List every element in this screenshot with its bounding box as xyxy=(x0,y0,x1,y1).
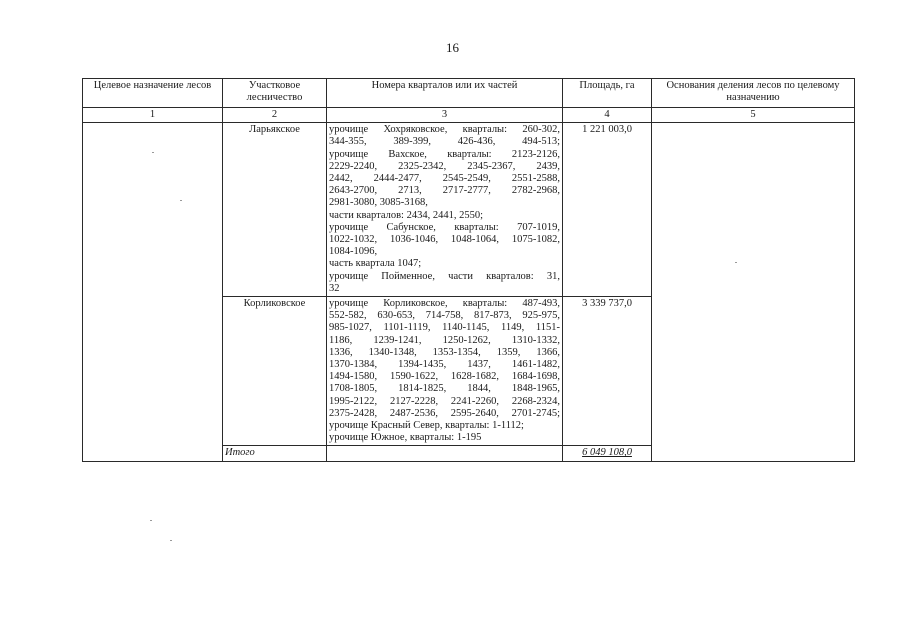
quarters-line: 1708-1805, 1814-1825, 1844, 1848-1965, xyxy=(329,383,560,395)
total-label: Итого xyxy=(223,446,327,461)
column-number-row xyxy=(83,108,855,123)
table-header-row xyxy=(83,79,855,108)
quarters-line: 1186, 1239-1241, 1250-1262, 1310-1332, xyxy=(329,334,560,346)
column-number: 5 xyxy=(652,108,855,123)
quarters-line: 1370-1384, 1394-1435, 1437, 1461-1482, xyxy=(329,359,560,371)
quarters-line: 985-1027, 1101-1119, 1140-1145, 1149, 1151- xyxy=(329,322,560,334)
quarters-line: 1336, 1340-1348, 1353-1354, 1359, 1366, xyxy=(329,346,560,358)
page-number: 16 xyxy=(446,40,459,55)
forestry-name: Ларьякское xyxy=(223,123,327,297)
total-value: 6 049 108,0 xyxy=(563,446,652,461)
quarters-line: урочище Хохряковское, кварталы: 260-302, xyxy=(329,124,560,136)
header-purpose: Целевое назначение лесов xyxy=(83,79,223,108)
quarters-line: 1494-1580, 1590-1622, 1628-1682, 1684-1698, xyxy=(329,371,560,383)
quarters-line: части кварталов: 2434, 2441, 2550; xyxy=(329,209,484,221)
header-basis: Основания деления лесов по целевому назначению xyxy=(652,79,855,108)
header-area: Площадь, га xyxy=(563,79,652,108)
scan-speck xyxy=(180,200,182,201)
quarters-line: 2442, 2444-2477, 2545-2549, 2551-2588, xyxy=(329,173,560,185)
scan-speck xyxy=(170,540,172,541)
quarters-line: урочище Сабунское, кварталы: 707-1019, xyxy=(329,221,560,233)
quarters-line: 32 xyxy=(329,282,340,294)
quarters-line: урочище Корликовское, кварталы: 487-493, xyxy=(329,298,560,310)
quarters-line: урочище Пойменное, части кварталов: 31, xyxy=(329,270,560,282)
forestry-name: Корликовское xyxy=(223,297,327,446)
header-quarters: Номера кварталов или их частей xyxy=(327,79,563,108)
quarters-line: 2229-2240, 2325-2342, 2345-2367, 2439, xyxy=(329,160,560,172)
scan-speck xyxy=(152,152,154,153)
quarters-line: 552-582, 630-653, 714-758, 817-873, 925-975, xyxy=(329,310,560,322)
column-number: 3 xyxy=(327,108,563,123)
area-value: 3 339 737,0 xyxy=(563,297,652,446)
quarters-line: 2375-2428, 2487-2536, 2595-2640, 2701-2745; xyxy=(329,407,560,419)
forest-division-table xyxy=(82,78,855,462)
header-forestry: Участковое лесничество xyxy=(223,79,327,108)
table-row xyxy=(83,123,855,297)
quarters-line: урочище Красный Север, кварталы: 1-1112; xyxy=(329,420,524,432)
quarters-line: 344-355, 389-399, 426-436, 494-513; xyxy=(329,136,560,148)
quarters-line: 1084-1096, xyxy=(329,246,378,258)
column-number: 1 xyxy=(83,108,223,123)
quarters-line: урочище Вахское, кварталы: 2123-2126, xyxy=(329,148,560,160)
scan-speck xyxy=(150,520,152,521)
purpose-cell xyxy=(83,123,223,461)
quarters-line: 1022-1032, 1036-1046, 1048-1064, 1075-1082, xyxy=(329,234,560,246)
basis-cell xyxy=(652,123,855,461)
quarters-cell xyxy=(327,123,563,297)
area-value: 1 221 003,0 xyxy=(563,123,652,297)
quarters-line: урочище Южное, кварталы: 1-195 xyxy=(329,432,482,444)
quarters-line: 2643-2700, 2713, 2717-2777, 2782-2968, xyxy=(329,185,560,197)
scan-speck xyxy=(735,262,737,263)
quarters-line: 1995-2122, 2127-2228, 2241-2260, 2268-2324, xyxy=(329,395,560,407)
quarters-line: часть квартала 1047; xyxy=(329,258,422,270)
quarters-line: 2981-3080, 3085-3168, xyxy=(329,197,428,209)
total-empty-cell xyxy=(327,446,563,461)
column-number: 2 xyxy=(223,108,327,123)
quarters-cell xyxy=(327,297,563,446)
column-number: 4 xyxy=(563,108,652,123)
